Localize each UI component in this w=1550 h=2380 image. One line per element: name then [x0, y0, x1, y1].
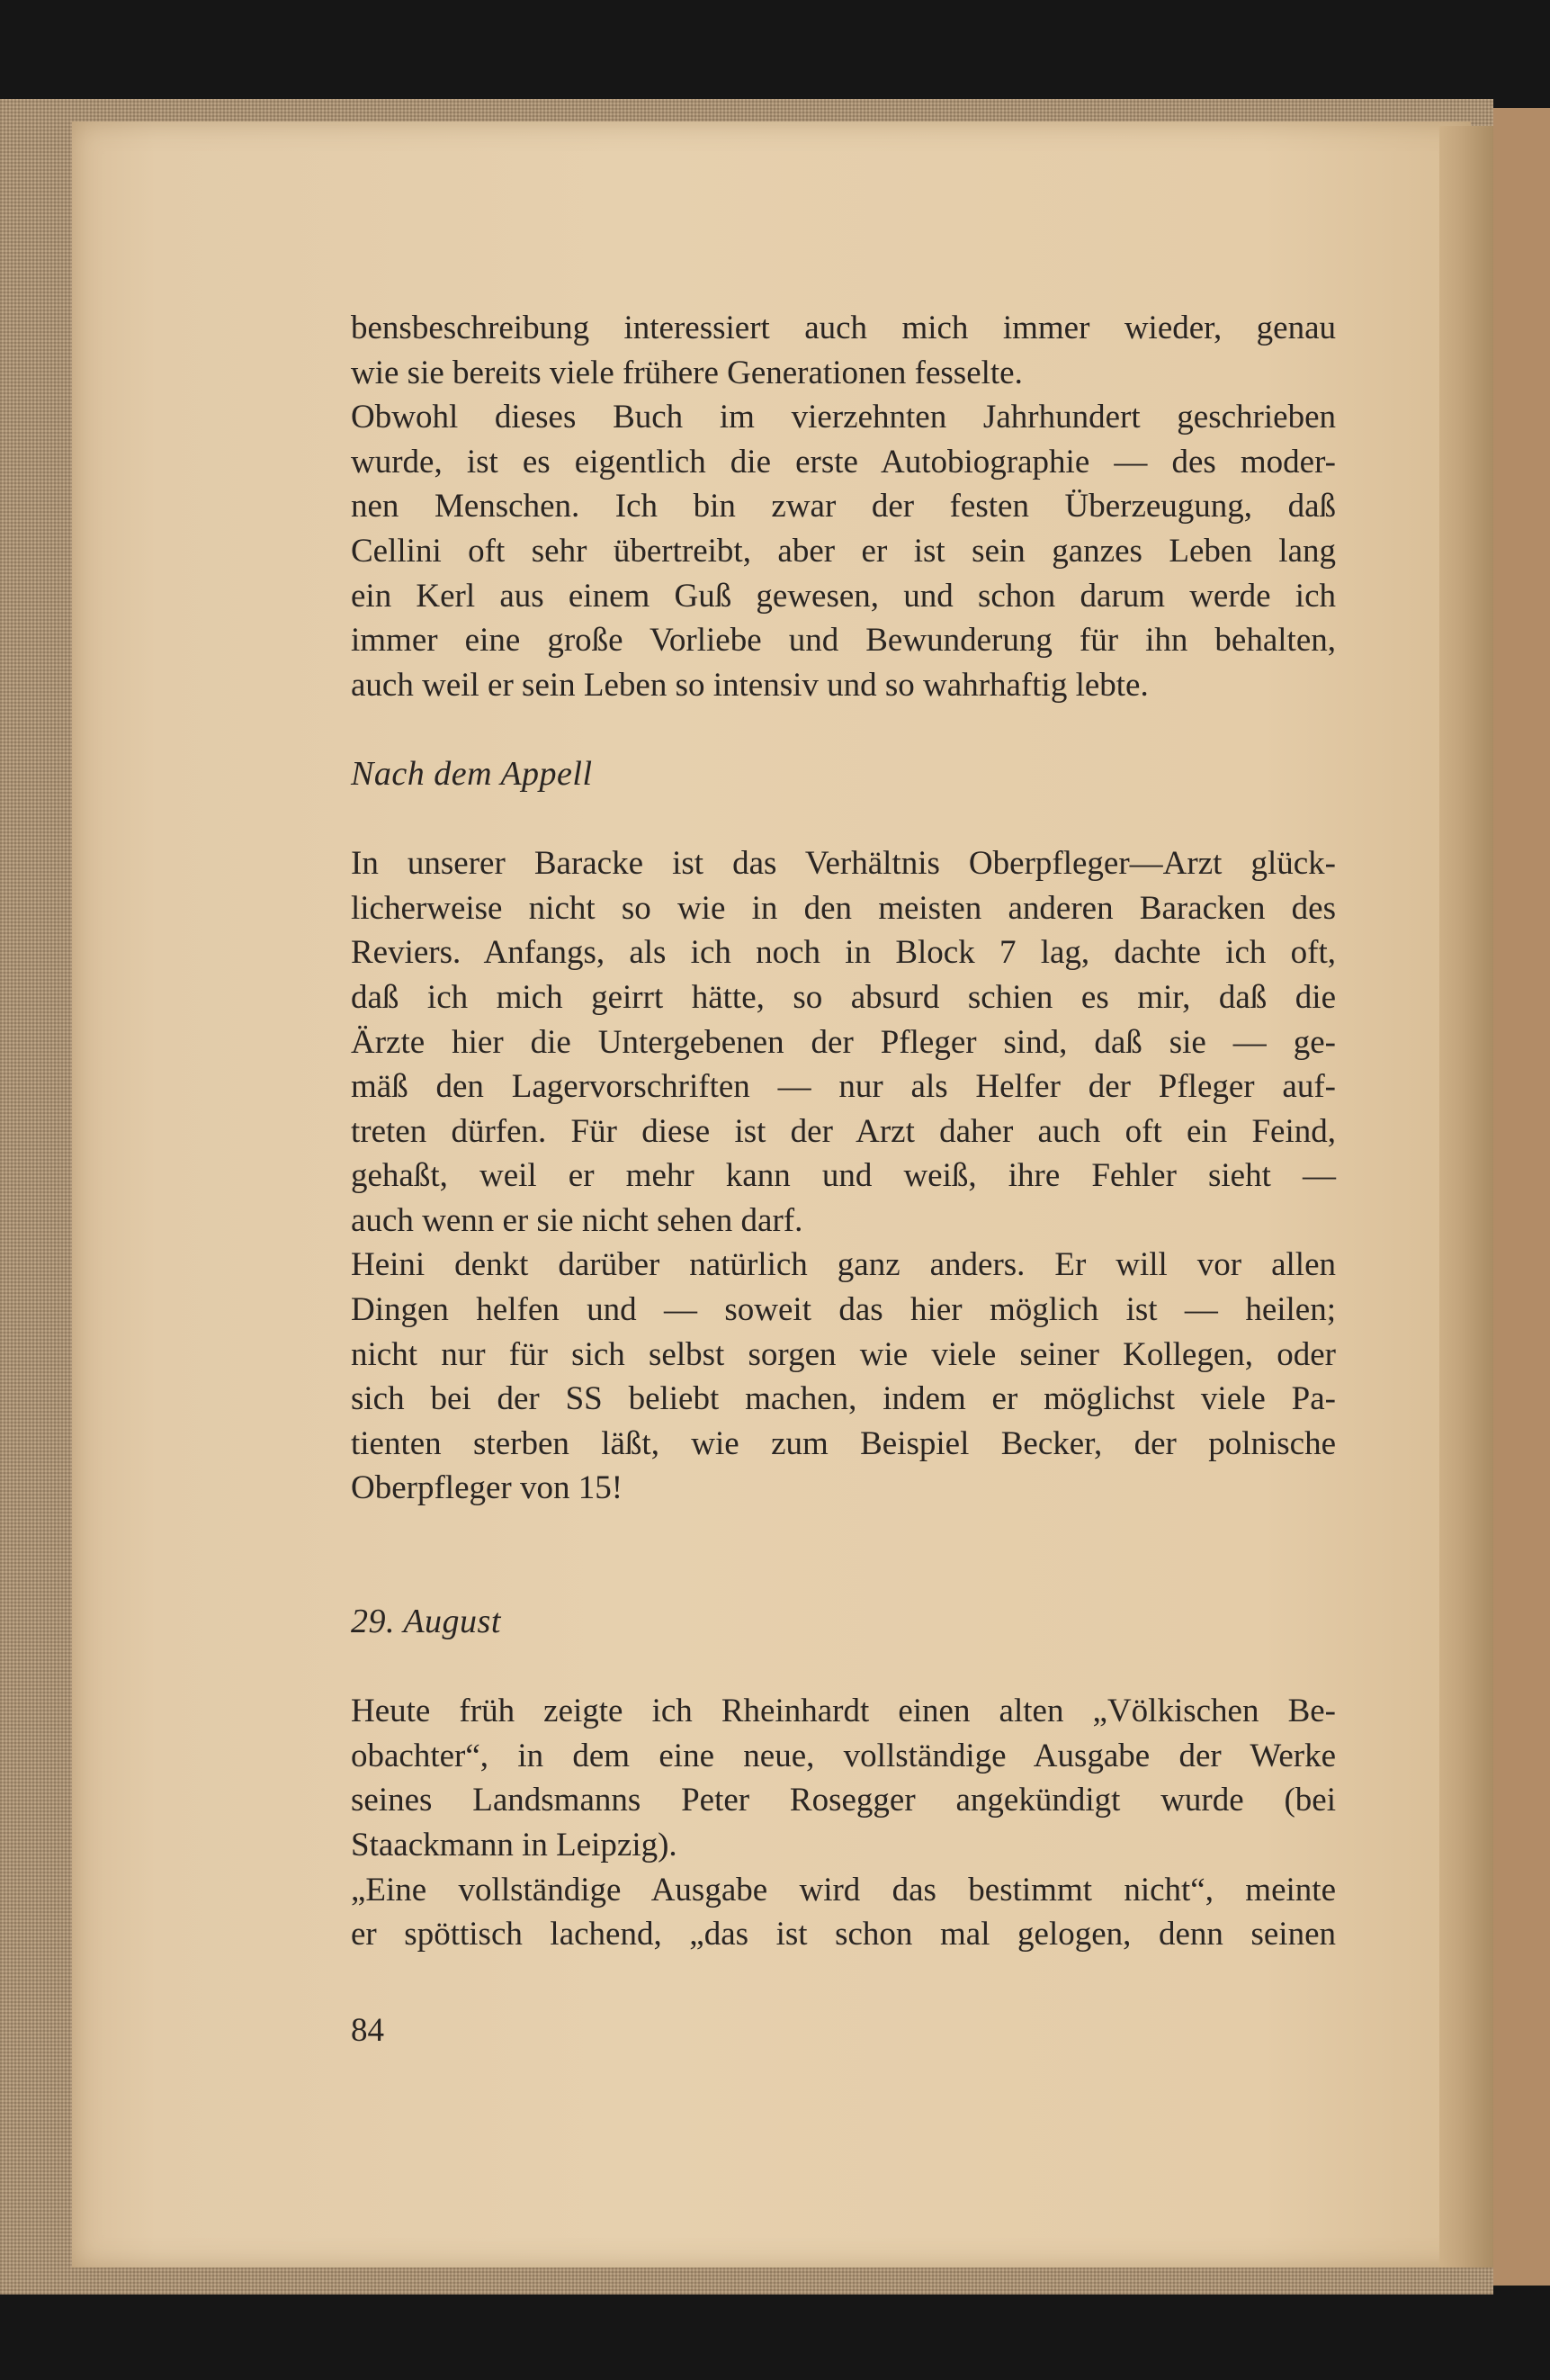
text-line: Dingen helfen und — soweit das hier möglich ist — heilen; [351, 1291, 1336, 1329]
page-text [351, 306, 1336, 1957]
text-line: bensbeschreibung interessiert auch mich immer wieder, genau [351, 310, 1336, 346]
text-line: obachter“, in dem eine neue, vollständige Ausgabe der Werke [351, 1737, 1336, 1774]
text-line: wurde, ist es eigentlich die erste Autobiographie — des moder- [351, 443, 1336, 480]
text-line: In unserer Baracke ist das Verhältnis Oberpfleger—Arzt glück- [351, 845, 1336, 883]
page-number: 84 [351, 2012, 384, 2049]
text-line: immer eine große Vorliebe und Bewunderung für ihn behalten, [351, 622, 1336, 660]
section-heading: Nach dem Appell [351, 754, 593, 793]
text-line: gehaßt, weil er mehr kann und weiß, ihre Fehler sieht — [351, 1157, 1336, 1195]
spacer [351, 707, 1336, 752]
text-line: Ärzte hier die Untergebenen der Pfleger sind, daß sie — ge- [351, 1023, 1336, 1061]
text-line: treten dürfen. Für diese ist der Arzt daher auch oft ein Feind, [351, 1112, 1336, 1150]
text-line: Heini denkt darüber natürlich ganz anders. Er will vor allen [351, 1246, 1336, 1284]
text-line: Oberpfleger von 15! [351, 1469, 623, 1507]
text-line: licherweise nicht so wie in den meisten anderen Baracken des [351, 889, 1336, 927]
spacer [351, 797, 1336, 842]
text-line: „Eine vollständige Ausgabe wird das bestimmt nicht“, meinte [351, 1871, 1336, 1908]
text-line: nicht nur für sich selbst sorgen wie viele seiner Kollegen, oder [351, 1335, 1336, 1373]
spacer [351, 1511, 1336, 1600]
text-line: sich bei der SS beliebt machen, indem er möglichst viele Pa- [351, 1380, 1336, 1418]
section-heading: 29. August [351, 1603, 501, 1641]
text-line: Staackmann in Leipzig). [351, 1827, 677, 1864]
page-stack-edge [1439, 126, 1493, 2268]
text-line: wie sie bereits viele frühere Generationen fesselte. [351, 354, 1023, 391]
text-line: er spöttisch lachend, „das ist schon mal gelogen, denn seinen [351, 1916, 1336, 1953]
text-line: mäß den Lagervorschriften — nur als Helfer der Pfleger auf- [351, 1068, 1336, 1106]
spacer [351, 1645, 1336, 1690]
text-line: auch wenn er sie nicht sehen darf. [351, 1201, 803, 1239]
book-spine-edge [1493, 108, 1550, 2286]
text-line: Cellini oft sehr übertreibt, aber er ist sein ganzes Leben lang [351, 532, 1336, 570]
text-line: daß ich mich geirrt hätte, so absurd schien es mir, daß die [351, 978, 1336, 1016]
text-line: nen Menschen. Ich bin zwar der festen Überzeugung, daß [351, 488, 1336, 525]
text-line: seines Landsmanns Peter Rosegger angekündigt wurde (bei [351, 1782, 1336, 1819]
text-line: ein Kerl aus einem Guß gewesen, und schon darum werde ich [351, 577, 1336, 615]
text-line: Reviers. Anfangs, als ich noch in Block 7 lag, dachte ich oft, [351, 934, 1336, 972]
text-line: auch weil er sein Leben so intensiv und so wahrhaftig lebte. [351, 666, 1149, 704]
text-line: Obwohl dieses Buch im vierzehnten Jahrhundert geschrieben [351, 399, 1336, 436]
text-line: tienten sterben läßt, wie zum Beispiel Becker, der polnische [351, 1424, 1336, 1462]
text-line: Heute früh zeigte ich Rheinhardt einen alten „Völkischen Be- [351, 1693, 1336, 1730]
